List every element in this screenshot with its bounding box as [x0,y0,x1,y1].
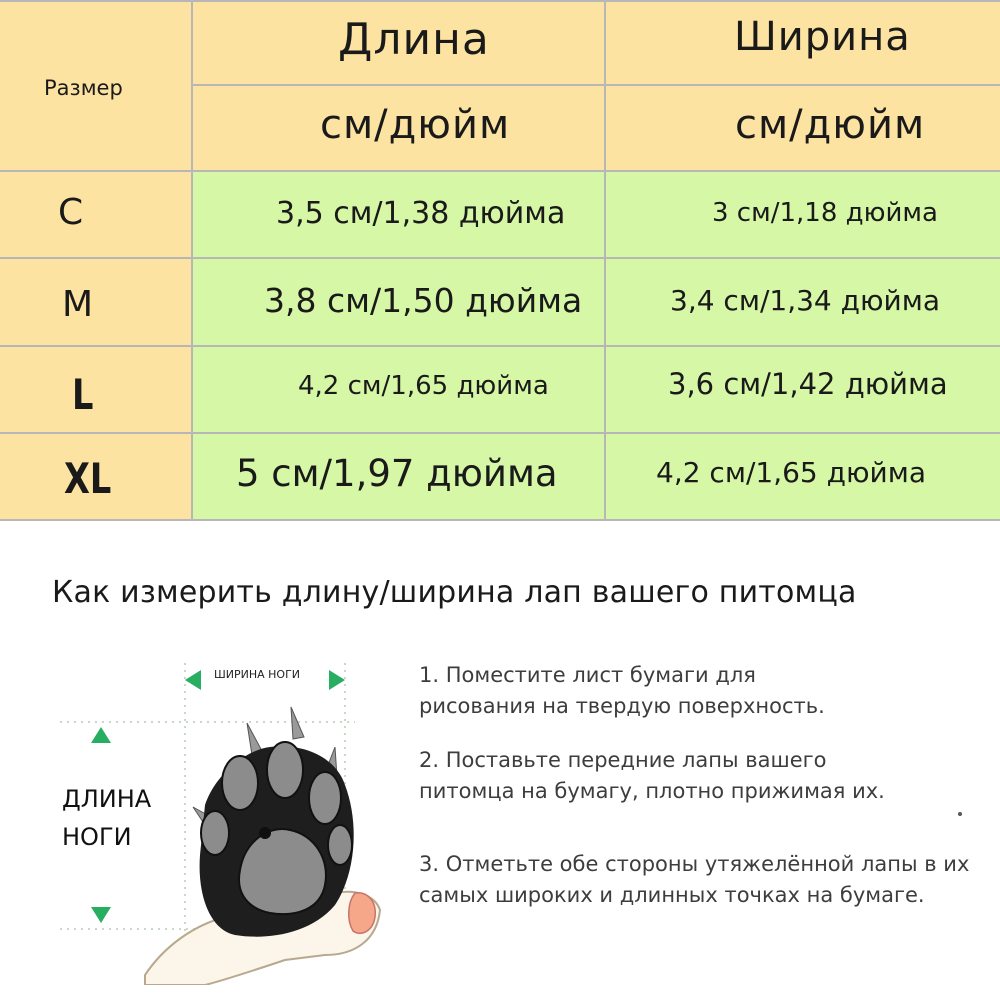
howto-title: Как измерить длину/ширина лап вашего питомца [52,575,857,610]
size-xl-label: XL [64,454,112,503]
width-unit-header: см/дюйм [735,102,926,148]
size-l-length: 4,2 см/1,65 дюйма [298,371,549,401]
length-label-line1: ДЛИНА [62,785,152,813]
length-label [62,780,151,856]
grid-line [0,0,1000,2]
size-m-width: 3,4 см/1,34 дюйма [670,284,941,317]
grid-line [604,0,606,520]
grid-line [0,432,1000,434]
grid-line [0,345,1000,347]
size-m-length: 3,8 см/1,50 дюйма [264,281,583,320]
grid-line [191,0,193,520]
width-label: ШИРИНА НОГИ [214,668,301,681]
step-1: 1. Поместите лист бумаги для рисования на твердую поверхность. [419,663,825,718]
grid-line [0,519,1000,521]
size-m-label: M [62,284,94,325]
size-c-label: C [58,192,84,233]
grid-line [192,84,1000,86]
size-c-width: 3 см/1,18 дюйма [712,198,938,228]
width-header: Ширина [734,14,911,60]
size-xl-width: 4,2 см/1,65 дюйма [656,456,927,489]
size-header: Размер [44,76,123,100]
size-l-width: 3,6 см/1,42 дюйма [668,367,948,401]
step-2: 2. Поставьте передние лапы вашего питомца на бумагу, плотно прижимая их. [419,748,885,803]
grid-line [0,257,1000,259]
size-xl-length: 5 см/1,97 дюйма [236,452,558,495]
size-c-length: 3,5 см/1,38 дюйма [276,196,566,231]
size-l-label: L [72,370,94,419]
grid-line [0,170,1000,172]
length-unit-header: см/дюйм [320,102,511,148]
speck [958,812,962,816]
step-3: 3. Отметьте обе стороны утяжелённой лапы в их самых широких и длинных точках на бумаге. [419,852,970,907]
length-label-line2: НОГИ [62,823,132,851]
length-header: Длина [338,14,490,65]
